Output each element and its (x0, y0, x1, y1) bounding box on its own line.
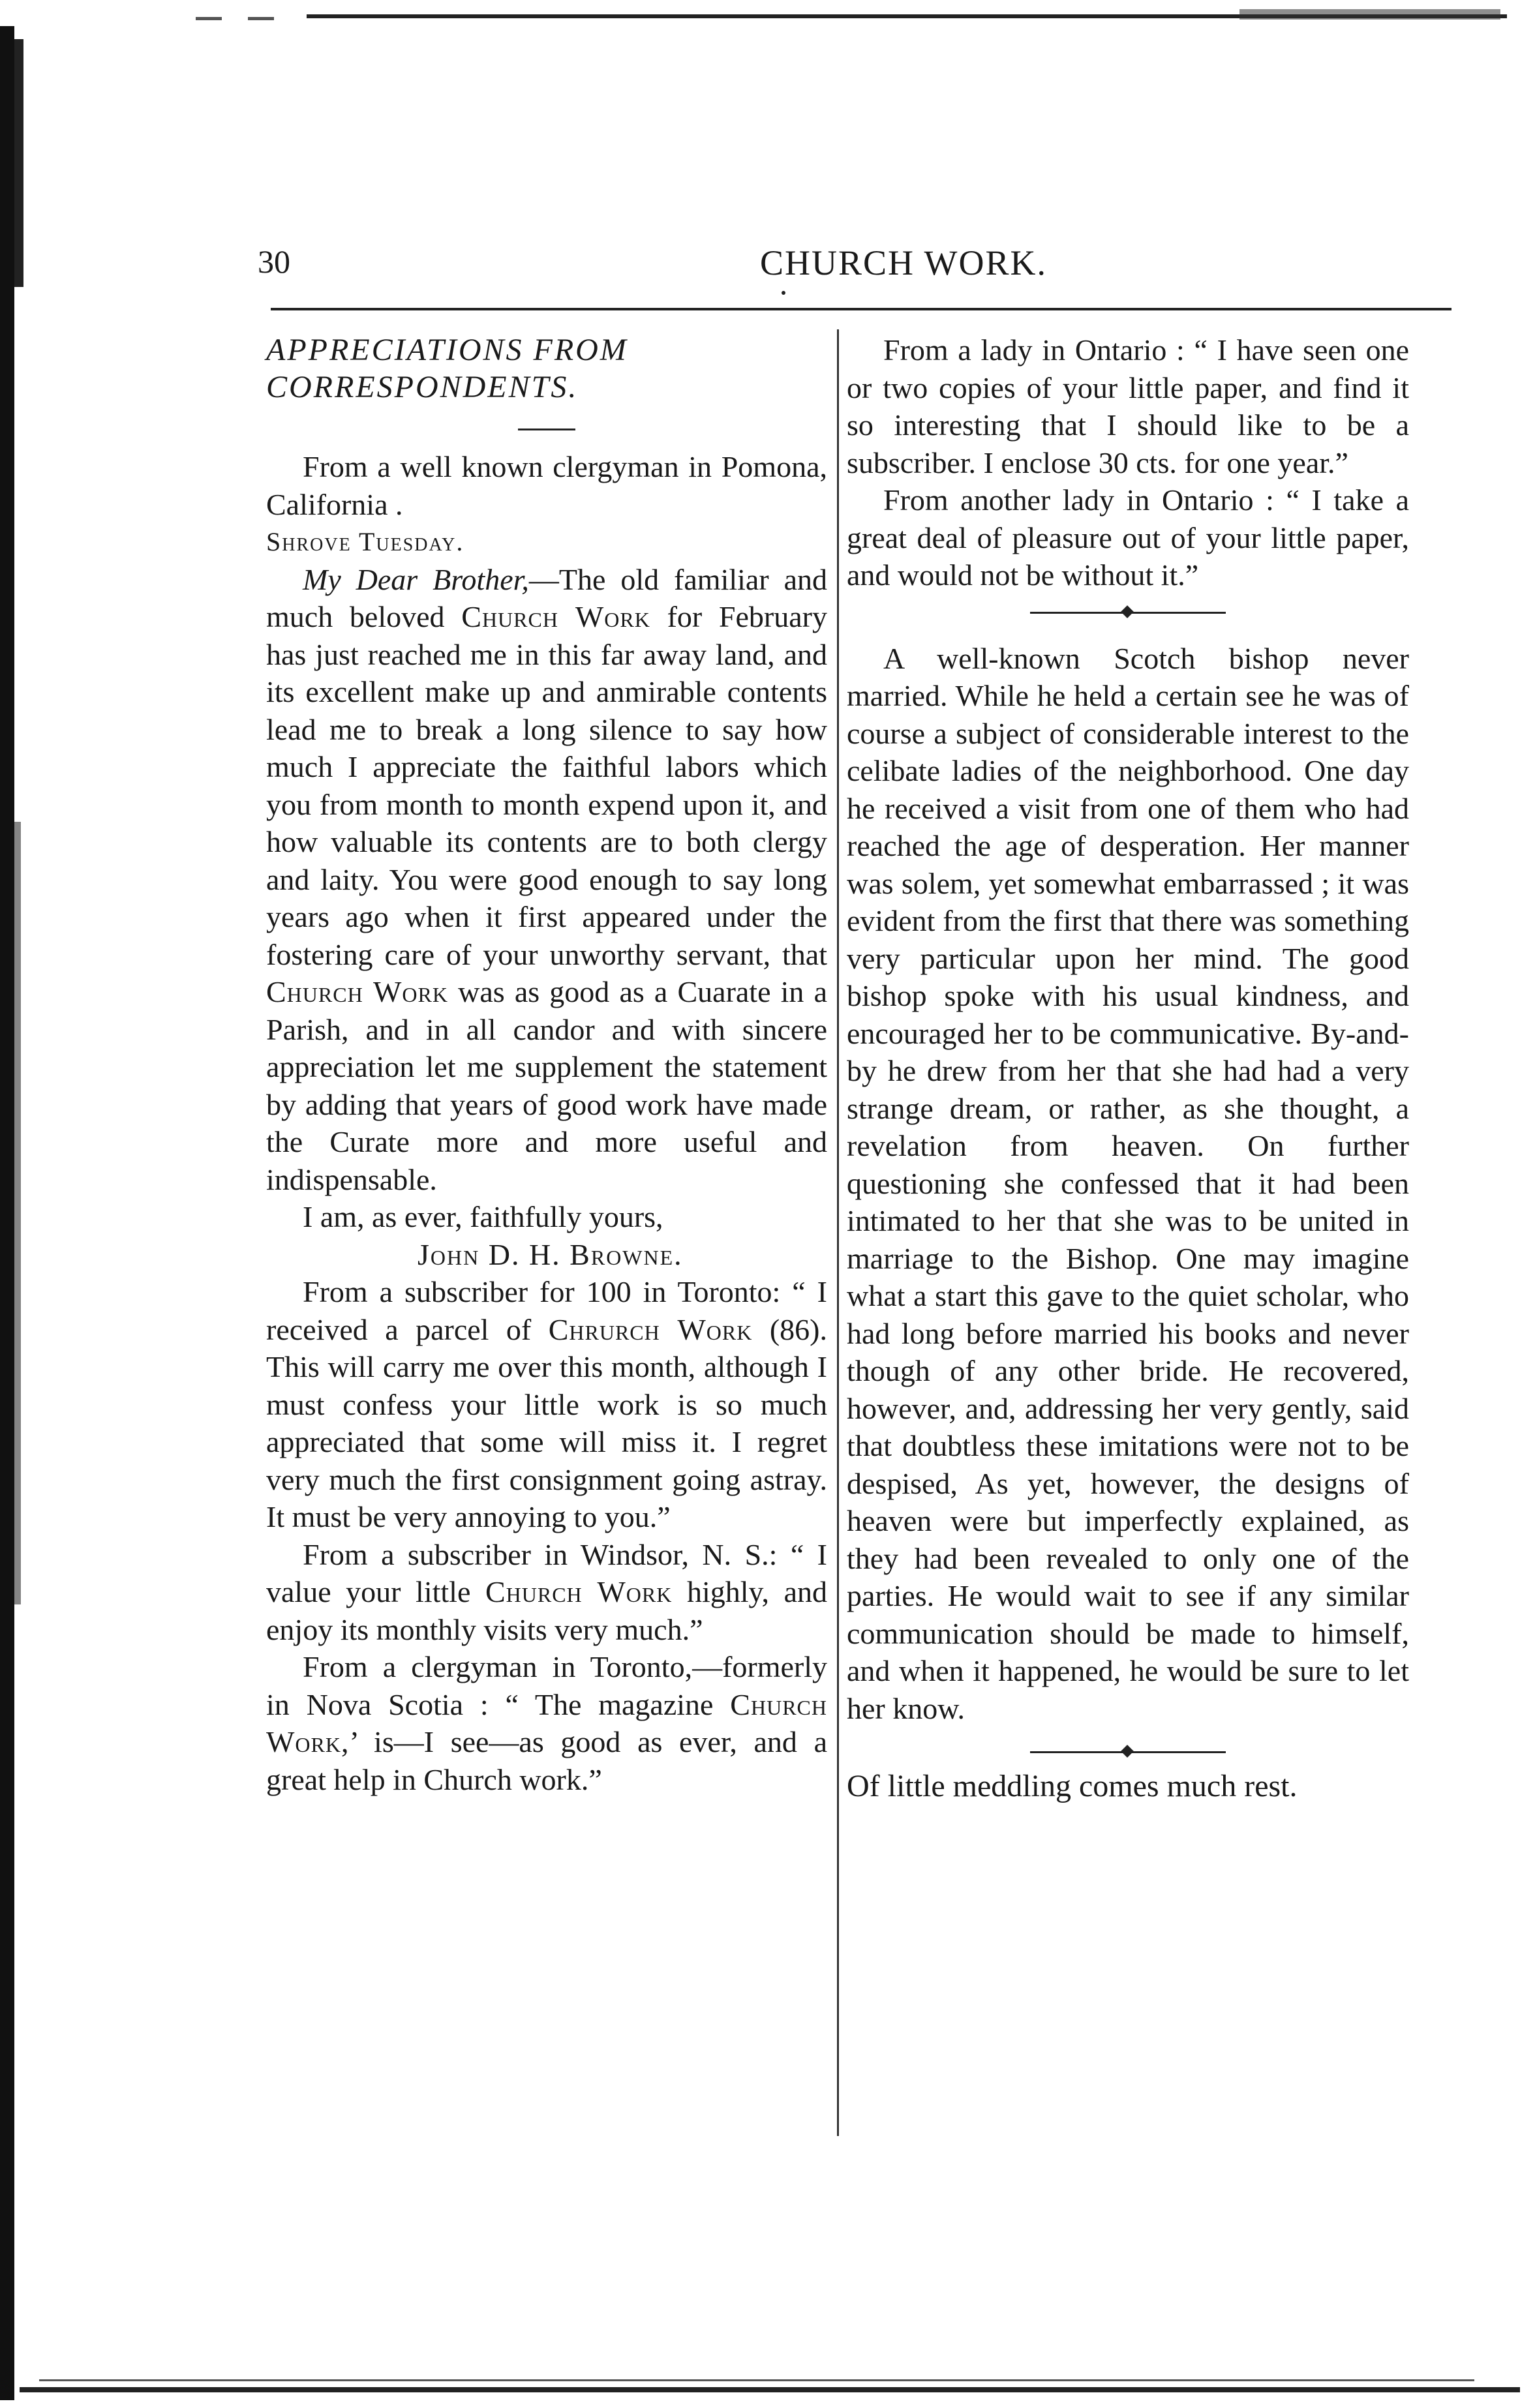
column-divider (837, 329, 839, 2136)
ornament-diamond-icon (1121, 1745, 1134, 1758)
page-number: 30 (258, 243, 290, 280)
top-dash-mark (196, 17, 222, 20)
left-page-edge-shadow (14, 39, 23, 287)
left-column (266, 331, 827, 1798)
running-title: CHURCH WORK. (759, 243, 1048, 282)
letter-salutation: My Dear Brother, (303, 562, 529, 596)
ontario-lady-note: From a lady in Ontario : “ I have seen one or two copies of your little paper, and find it so interesting that I should like to be a subscriber. I enclose 30 cts. for one year.” (847, 333, 1409, 479)
note-text: ’ is—I see—as good as ever, and a great help in Church work.” (266, 1725, 827, 1796)
letter-intro: From a well known clergyman in Pomona, California . (266, 450, 827, 521)
heading-rule (518, 429, 575, 430)
header-dot (782, 291, 785, 295)
page-header (258, 243, 1471, 295)
proverb: Of little meddling comes much rest. (847, 1769, 1298, 1803)
note-text: highly, and enjoy its monthly visits very much.” (266, 1575, 827, 1646)
bottom-border-rule (20, 2387, 1520, 2392)
ornament-diamond-icon (1121, 605, 1134, 618)
letter-signature: John D. H. Browne. (418, 1237, 683, 1271)
note-text: From a subscriber for 100 in Toronto: “ I received a parcel of (266, 1275, 827, 1346)
publication-name: Chrurch Work (548, 1312, 753, 1346)
top-ink-smudge (1239, 9, 1500, 20)
toronto-clergyman-note (266, 1648, 827, 1798)
ontario-lady-note-2: From another lady in Ontario : “ I take a great deal of pleasure out of your little paper, and would not be without it.” (847, 483, 1409, 592)
header-rule (271, 308, 1451, 310)
note-text: From a clergyman in Toronto,—formerly in Nova Scotia : “ The magazine (266, 1650, 827, 1721)
note-text: From a subscriber in Windsor, N. S.: “ I value your little (266, 1537, 827, 1608)
publication-name: Church Work (461, 600, 650, 633)
publication-name: Church Work, (266, 1687, 827, 1758)
section-heading-line-1: APPRECIATIONS FROM (266, 333, 628, 367)
bishop-anecdote: A well-known Scotch bishop never married. While he held a certain see he was of course a subject of considerable interest to the celibate ladies of the neighborhood. One day he received a visit from one of them who had reached the age of desperation. Her manner was solem, yet somewhat embarrassed ; it was evident from the first that there was something very particular upon her mind. The good bishop spoke with his usual kindness, and encouraged her to be communicative. By-and-by he drew from her that she had had a very strange dream, or rather, as she thought, a revelation from heaven. On further questioning she confessed that it had been intimated to her that she was to be united in marriage to the Bishop. One may imagine what a start this gave to the quiet scholar, who had long before married his books and never though of any other bride. He recovered, however, and, addressing her very gently, said that doubtless these imitations were not to be despised, As yet, however, the designs of heaven were but imperfectly explained, as they had been revealed to only one of the parties. He would wait to see if any similar communication should be made to himself, and when it happened, he would be sure to let her know. (847, 641, 1409, 1725)
top-dash-mark (248, 17, 274, 20)
section-heading (266, 331, 827, 406)
letter-text: for February has just reached me in this far away land, and its excellent make up and anmirable contents lead me to break a long silence to say how much I appreciate the faithful labors which you from month to month expend upon it, and how valuable its contents are to both clergy and laity. You were good enough to say long years ago when it first appeared under the fostering care of your unworthy servant, that (266, 600, 827, 971)
section-heading-line-2: CORRESPONDENTS. (266, 370, 579, 404)
note-text: (86). This will carry me over this month, although I must confess your little work is so much appreciated that some will miss it. I regret very much the first consignment going astray. It must be very annoying to you.” (266, 1312, 827, 1533)
right-column (847, 331, 1409, 1805)
left-page-edge-shadow (14, 822, 21, 1604)
letter-dateline: Shrove Tuesday. (266, 527, 464, 556)
letter-text: was as good as a Cuarate in a Parish, and in all candor and with sincere appreciation let me supplement the statement by adding that years of good work have made the Curate more and more useful and indispensable. (266, 975, 827, 1196)
section-ornament (1030, 599, 1226, 625)
publication-name: Church Work (485, 1575, 673, 1608)
letter-text: —The old familiar and much beloved (266, 562, 827, 633)
left-page-edge (0, 26, 14, 2400)
letter-body (266, 561, 827, 1199)
bottom-border-rule (39, 2379, 1474, 2381)
publication-name: Church Work (266, 975, 448, 1008)
toronto-subscriber-note (266, 1273, 827, 1536)
letter-closing: I am, as ever, faithfully yours, (303, 1200, 663, 1233)
section-ornament (1030, 1739, 1226, 1765)
windsor-subscriber-note (266, 1536, 827, 1649)
